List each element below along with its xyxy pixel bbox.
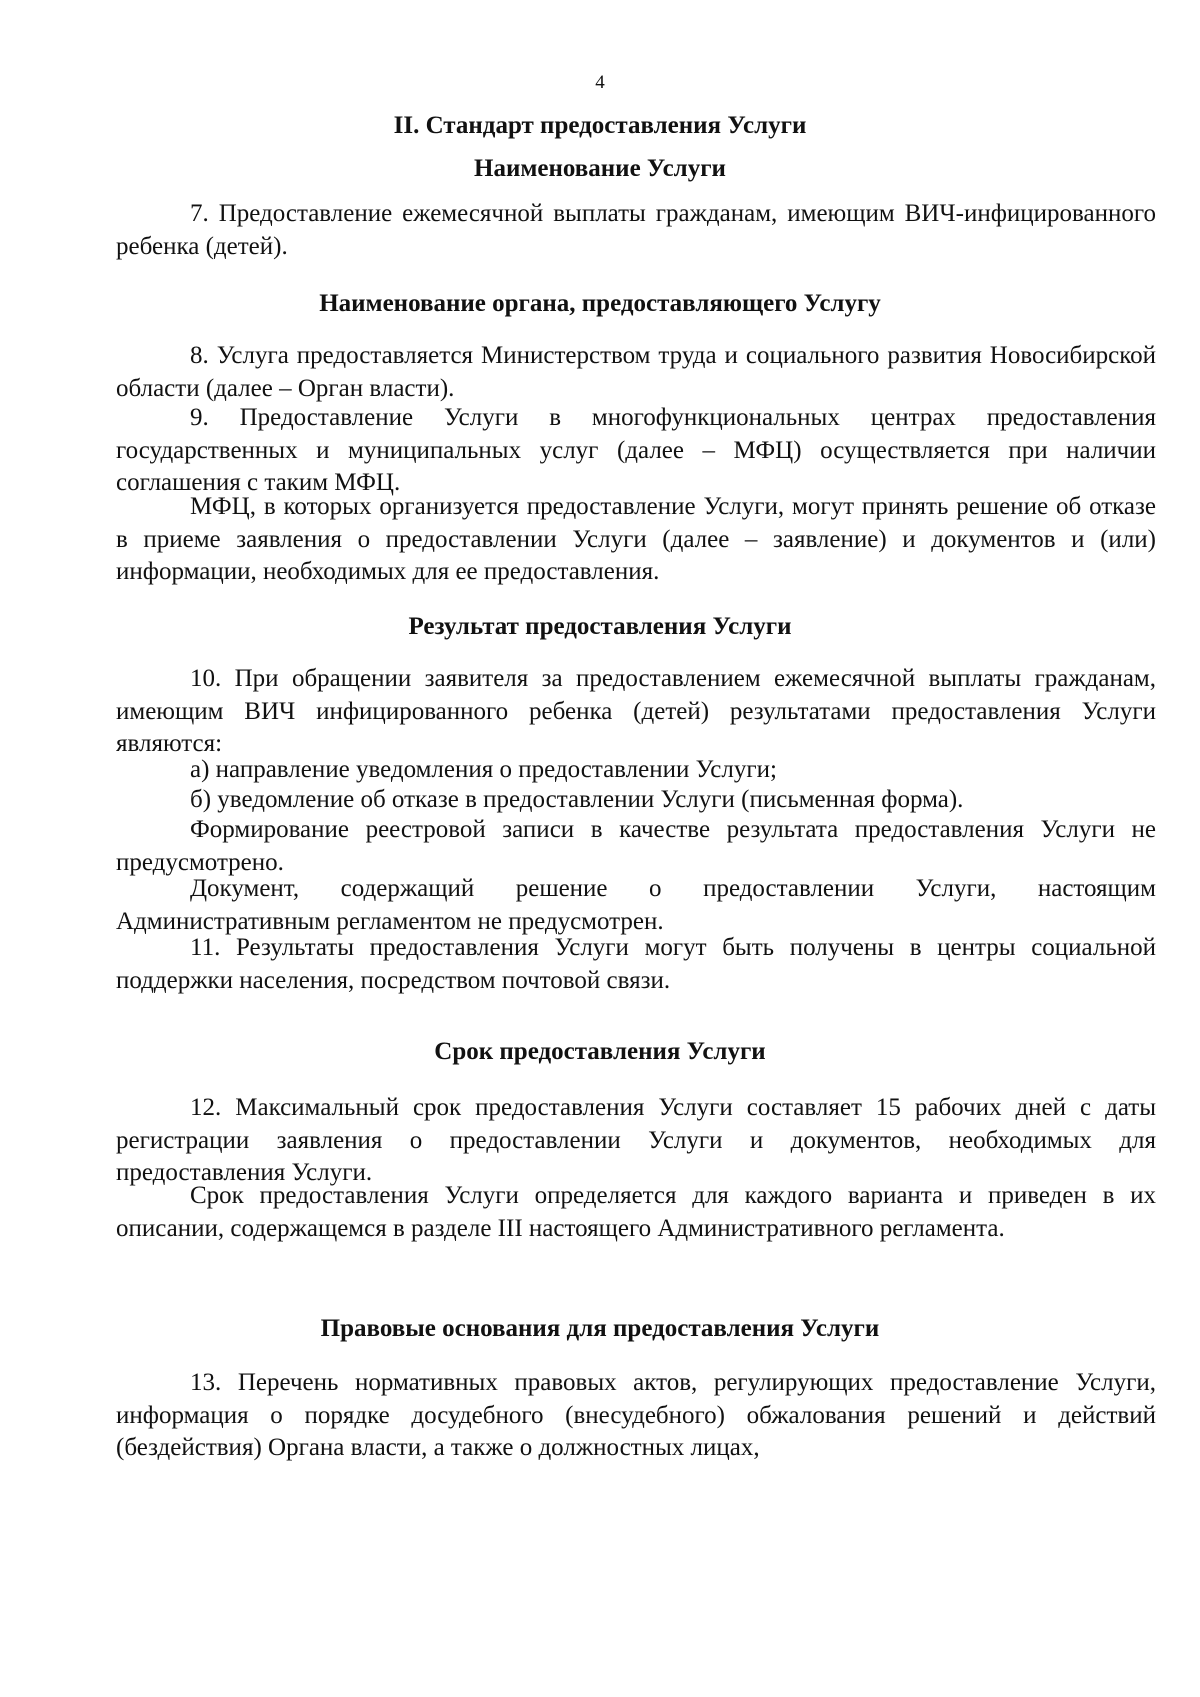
heading-legal-basis: Правовые основания для предоставления Услуги [320, 1315, 880, 1342]
paragraph-10-b: б) уведомление об отказе в предоставлении Услуги (письменная форма). [190, 786, 964, 813]
paragraph-9-mfc: МФЦ, в которых организуется предоставление Услуги, могут принять решение об отказе в приеме заявления о предоставлении Услуги (далее – заявление) и документов и (или) информации, необходимых для ее предоставления. [116, 493, 1156, 585]
paragraph-12-variants: Срок предоставления Услуги определяется для каждого варианта и приведен в их описании, содержащемся в разделе III настоящего Административного регламента. [116, 1182, 1156, 1242]
paragraph-10-register: Формирование реестровой записи в качестве результата предоставления Услуги не предусмотрено. [116, 816, 1156, 876]
paragraph-10-a: а) направление уведомления о предоставлении Услуги; [190, 756, 777, 783]
paragraph-13: 13. Перечень нормативных правовых актов, регулирующих предоставление Услуги, информация о порядке досудебного (внесудебного) обжалования решений и действий (бездействия) Органа власти, а также о должностных лицах, [116, 1369, 1156, 1461]
heading-authority: Наименование органа, предоставляющего Услугу [319, 290, 881, 317]
paragraph-8: 8. Услуга предоставляется Министерством труда и социального развития Новосибирской области (далее – Орган власти). [116, 342, 1156, 402]
paragraph-12: 12. Максимальный срок предоставления Услуги составляет 15 рабочих дней с даты регистрации заявления о предоставлении Услуги и документов, необходимых для предоставления Услуги. [116, 1094, 1156, 1186]
page-number: 4 [595, 72, 605, 93]
paragraph-7: 7. Предоставление ежемесячной выплаты гражданам, имеющим ВИЧ-инфицированного ребенка (детей). [116, 200, 1156, 260]
heading-service-name: Наименование Услуги [474, 155, 726, 182]
paragraph-9: 9. Предоставление Услуги в многофункциональных центрах предоставления государственных и муниципальных услуг (далее – МФЦ) осуществляется при наличии соглашения с таким МФЦ. [116, 404, 1156, 496]
paragraph-10: 10. При обращении заявителя за предоставлением ежемесячной выплаты гражданам, имеющим ВИЧ инфицированного ребенка (детей) результатами предоставления Услуги являются: [116, 665, 1156, 757]
paragraph-10-document: Документ, содержащий решение о предоставлении Услуги, настоящим Административным регламентом не предусмотрен. [116, 875, 1156, 935]
paragraph-11: 11. Результаты предоставления Услуги могут быть получены в центры социальной поддержки населения, посредством почтовой связи. [116, 934, 1156, 994]
heading-result: Результат предоставления Услуги [408, 613, 792, 640]
heading-term: Срок предоставления Услуги [434, 1038, 766, 1065]
section-title: II. Стандарт предоставления Услуги [393, 112, 807, 139]
